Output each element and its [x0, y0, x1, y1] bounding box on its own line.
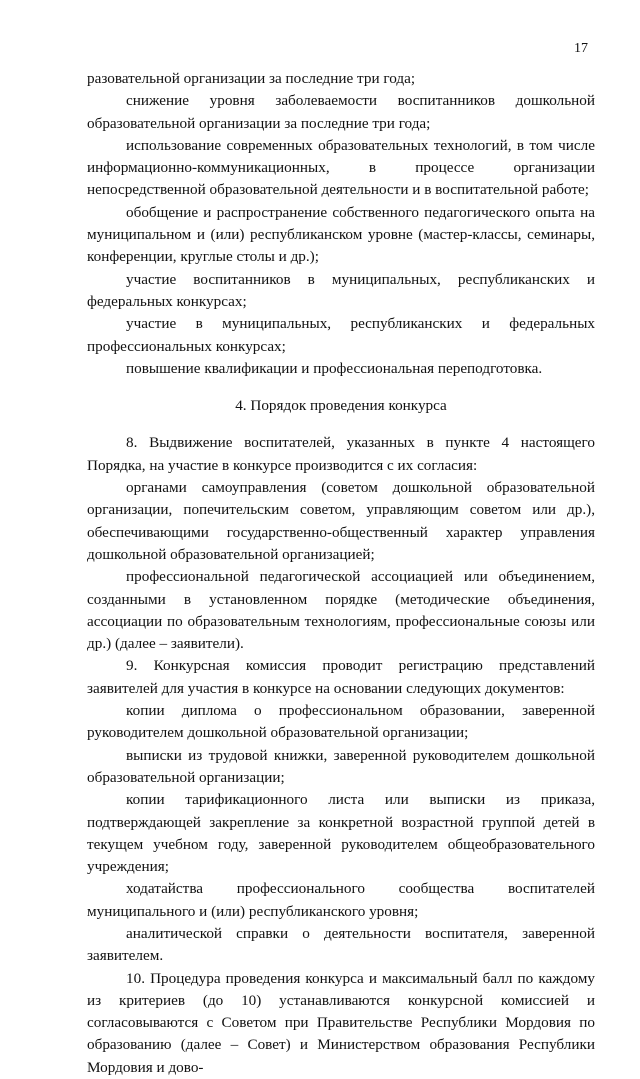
paragraph: снижение уровня заболеваемости воспитанников дошкольной образовательной организации за последние три года;	[87, 92, 595, 132]
paragraph: аналитической справки о деятельности воспитателя, заверенной заявителем.	[87, 924, 595, 965]
paragraph: использование современных образовательных технологий, в том числе информационно-коммуникационных, в процессе организации непосредственной образовательной деятельности и в воспитательной работе;	[87, 136, 595, 199]
paragraph: копии диплома о профессиональном образовании, заверенной руководителем дошкольной образовательной организации;	[87, 702, 595, 742]
section-title: 4. Порядок проведения конкурса	[235, 397, 447, 415]
paragraph: 10. Процедура проведения конкурса и максимальный балл по каждому из критериев (до 10) устанавливаются конкурсной комиссией и согласовываются с Советом при Правительстве Республики Мордовия по образованию (далее – Совет) и Министерством образования Республики Мордовия и дово-	[87, 969, 595, 1076]
paragraph: органами самоуправления (советом дошкольной образовательной организации, попечительским советом, управляющим советом или др.), обеспечивающими государственно-общественный характер управления дошкольной образовательной организацией;	[87, 479, 595, 563]
page-number: 17	[574, 41, 588, 56]
paragraph: ходатайства профессионального сообщества воспитателей муниципального и (или) республиканского уровня;	[87, 880, 595, 920]
paragraph: профессиональной педагогической ассоциацией или объединением, созданными в установленном порядке (методические объединения, ассоциации по образовательным технологиям, профессиональные союзы или др.) (далее – заявители).	[87, 568, 595, 653]
paragraph: выписки из трудовой книжки, заверенной руководителем дошкольной образовательной организации;	[87, 746, 595, 786]
paragraph: разовательной организации за последние три года;	[87, 70, 416, 87]
paragraph: участие в муниципальных, республиканских и федеральных профессиональных конкурсах;	[87, 315, 595, 355]
paragraph: 9. Конкурсная комиссия проводит регистрацию представлений заявителей для участия в конкурсе на основании следующих документов:	[87, 657, 595, 697]
document-body	[87, 68, 595, 1079]
paragraph: копии тарификационного листа или выписки из приказа, подтверждающей закрепление за конкретной возрастной группой детей в текущем учебном году, заверенной руководителем общеобразовательного учреждения;	[87, 791, 595, 876]
paragraph: участие воспитанников в муниципальных, республиканских и федеральных конкурсах;	[87, 270, 595, 310]
paragraph: обобщение и распространение собственного педагогического опыта на муниципальном и (или) республиканском уровне (мастер-классы, семинары, конференции, круглые столы и др.);	[87, 203, 595, 266]
paragraph: 8. Выдвижение воспитателей, указанных в пункте 4 настоящего Порядка, на участие в конкурсе производится с их согласия:	[87, 434, 595, 474]
paragraph: повышение квалификации и профессиональная переподготовка.	[126, 359, 543, 377]
